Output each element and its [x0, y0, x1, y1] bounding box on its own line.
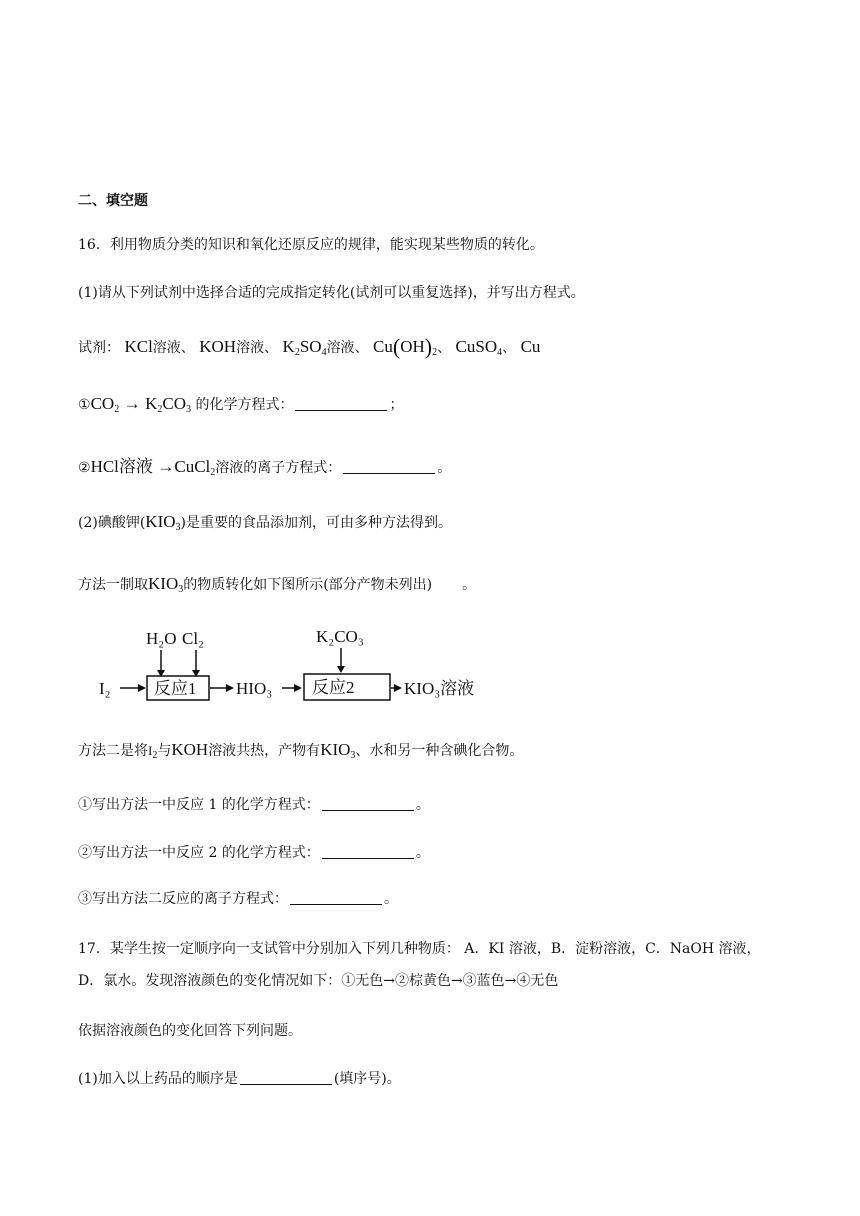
reagent-cu: Cu [520, 337, 541, 356]
separator: 、 [437, 340, 452, 356]
formula-co2: $CO_2$ [90, 394, 120, 415]
formula-koh: KOH [171, 740, 209, 759]
formula-k2co3: $K_2CO_3$ [145, 394, 191, 415]
text: 的物质转化如下图所示(部分产物未列出) [183, 577, 433, 593]
formula-hcl: HCl溶液 [90, 457, 153, 476]
solution-word: 溶液 [236, 340, 265, 356]
text: 、水和另一种含碘化合物。 [355, 743, 524, 759]
label-hio3: HIO₃ [236, 679, 273, 698]
reagent-k2so4: $K_2SO_4$ [282, 337, 327, 358]
q17-part1 [78, 1068, 401, 1088]
answer-blank[interactable] [295, 396, 387, 411]
punct: 。 [462, 577, 477, 593]
text: ②写出方法一中反应 2 的化学方程式： [78, 845, 320, 861]
label-cl2: Cl₂ [182, 629, 204, 648]
method1-flow-diagram [96, 620, 496, 710]
arrowhead-icon [138, 684, 146, 692]
q16-item2 [78, 452, 451, 478]
q16-part1-intro: (1)请从下列试剂中选择合适的完成指定转化(试剂可以重复选择)，并写出方程式。 [78, 285, 585, 301]
text: )是重要的食品添加剂，可由多种方法得到。 [180, 515, 452, 531]
label-kio3-solution: KIO₃溶液 [404, 679, 475, 698]
separator: 、 [264, 340, 279, 356]
arrowhead-icon [394, 684, 402, 692]
formula-kio3: $KIO_3$ [145, 512, 181, 533]
q16-reagents-line [78, 334, 540, 360]
reagent-cuoh2: $Cu(OH)_2$ [373, 334, 438, 359]
reagent-kcl: KCl [124, 337, 153, 356]
separator: 、 [180, 340, 195, 356]
text: (1)加入以上药品的顺序是 [78, 1071, 238, 1087]
q16-item1 [78, 394, 403, 415]
separator: 、 [354, 340, 369, 356]
reagent-koh: KOH [199, 337, 237, 356]
item-text: 溶液的离子方程式： [215, 460, 342, 476]
q17-stem-line1: 17．某学生按一定顺序向一支试管中分别加入下列几种物质： A．KI 溶液，B．淀粉溶液，C．NaOH 溶液， [78, 941, 761, 957]
q16-method2 [78, 740, 523, 761]
text: ①写出方法一中反应 1 的化学方程式： [78, 797, 320, 813]
label-i2: I₂ [99, 679, 111, 698]
q17-stem-line2: D．氯水。发现溶液颜色的变化情况如下：①无色→②棕黄色→③蓝色→④无色 [78, 973, 559, 989]
punct: ； [389, 397, 404, 413]
arrowhead-icon [294, 684, 302, 692]
arrow-icon: → [123, 394, 141, 413]
punct: 。 [437, 460, 452, 476]
formula-i2: $I_2$ [148, 743, 158, 761]
text: (填序号)。 [333, 1071, 401, 1087]
arrowhead-icon [226, 684, 234, 692]
text: 方法一制取 [78, 577, 148, 593]
label-reaction1: 反应1 [154, 679, 197, 698]
formula-kio3: $KIO_3$ [320, 740, 356, 761]
item-text: 的化学方程式： [195, 397, 294, 413]
label-reaction2: 反应2 [312, 678, 355, 697]
q16-stem: 16．利用物质分类的知识和氧化还原反应的规律，能实现某些物质的转化。 [78, 237, 544, 253]
circle-number: ① [78, 397, 91, 413]
q16-sub3 [78, 888, 398, 908]
q16-sub1 [78, 794, 430, 814]
answer-blank[interactable] [322, 844, 414, 859]
formula-cucl2: CuCl$_2$ [174, 457, 216, 478]
text: 与 [157, 743, 172, 759]
label-k2co3: K₂CO₃ [316, 627, 364, 646]
q16-sub2 [78, 842, 430, 862]
solution-word: 溶液 [152, 340, 181, 356]
text: 方法二是将 [78, 743, 148, 759]
punct: 。 [415, 797, 430, 813]
answer-blank[interactable] [322, 796, 414, 811]
solution-word: 溶液 [326, 340, 355, 356]
arrowhead-icon [337, 666, 345, 673]
answer-blank[interactable] [240, 1070, 332, 1085]
answer-blank[interactable] [343, 459, 435, 474]
label-h2o: H₂O [146, 629, 177, 648]
separator: 、 [502, 340, 517, 356]
punct: 。 [415, 845, 430, 861]
text: ③写出方法二反应的离子方程式： [78, 891, 288, 907]
text: (2)碘酸钾( [78, 515, 146, 531]
section-title: 二、填空题 [78, 193, 148, 209]
text: 溶液共热，产物有 [208, 743, 321, 759]
q17-instruction: 依据溶液颜色的变化回答下列问题。 [78, 1023, 302, 1039]
q16-method1 [78, 574, 476, 595]
reagent-cuso4: CuSO$_4$ [455, 337, 503, 358]
reagents-label: 试剂： [78, 340, 120, 356]
circle-number: ② [78, 460, 91, 476]
punct: 。 [384, 891, 398, 907]
formula-kio3: $KIO_3$ [148, 574, 184, 595]
arrow-icon: → [157, 457, 175, 476]
answer-blank[interactable] [290, 890, 382, 905]
q16-part2 [78, 512, 452, 533]
